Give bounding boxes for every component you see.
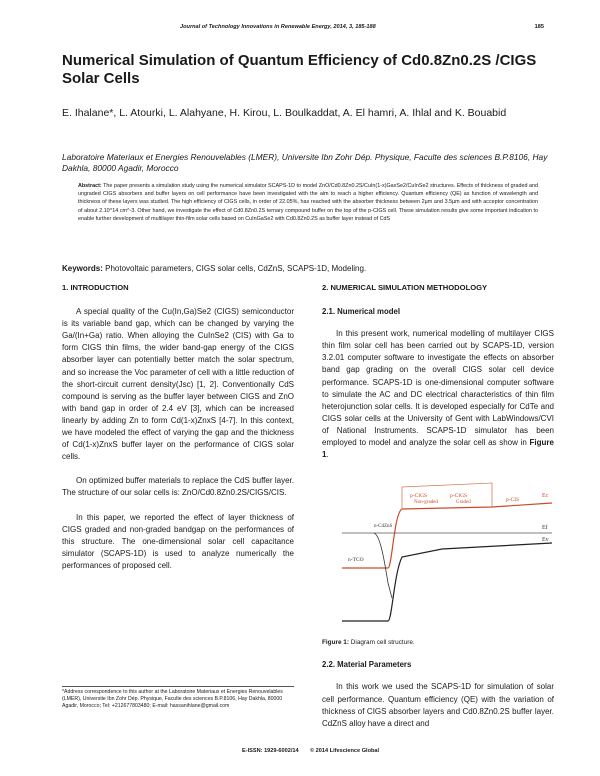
intro-paragraph: In this paper, we reported the effect of layer thickness of CIGS graded and non-graded bandgap on the performances of this structure. The one-dimensional solar cell capacitance simulator (SCAPS-1D) is used to analyze numerically the performances of proposed cell.	[62, 512, 294, 570]
figure-caption-label: Figure 1:	[322, 639, 349, 647]
keywords-text: Photovoltaic parameters, CIGS solar cells, CdZnS, SCAPS-1D, Modeling.	[105, 264, 367, 273]
left-column	[62, 282, 294, 584]
label-pcigs-graded: p-CIGS	[450, 493, 468, 500]
figure-reference: Figure 1	[322, 438, 554, 460]
intro-paragraph: A special quality of the Cu(In,Ga)Se2 (CIGS) semiconductor is its variable band gap, which can be changed by varying the Ga/(In+Ga) ratio. When alloying the CuInSe2 (CIS) with Ga to form CIGS thin films, the wider band-gap energy of the CIGS absorber layer can potentially better match the solar spectrum, and so increase the Voc parameter of cell with a little reduction of the short-circuit current density(Jsc) [1, 2]. Conventionally CdS compound is serving as the buffer layer between CIGS and ZnO with band gap in order of 2.4 eV [3], which can be increased linearly by adding Zn to form Cd(1-x)ZnxS [4-7]. In this context, we have modeled the effect of varying the gap and the thickness of Cd(1-x)ZnxS buffer layer on the performance of CIGS solar cells.	[62, 307, 294, 462]
label-ev: Ev	[542, 537, 549, 544]
figure-caption	[322, 637, 554, 649]
authors: E. Ihalane*, L. Atourki, L. Alahyane, H. Kirou, L. Boulkaddat, A. El hamri, A. Ihlal and K. Bouabid	[62, 107, 507, 119]
label-pcigs: p-CIGS	[410, 493, 428, 500]
intro-heading: 1. INTRODUCTION	[62, 283, 129, 292]
label-graded: Graded	[456, 500, 471, 506]
correspondence-footnote: *Address correspondence to this author at the Laboratoire Materiaux et Energies Renouvelables (LMER), Universite Ibn Zohr Dép. Physique, Faculte des sciences B.P.8106, Hay Dakhla, 80000 Agadir, Morocco; Tel: +212677803480; E-mail: hassanihlane@gmail.com	[62, 686, 294, 711]
keywords	[62, 264, 552, 273]
methodology-heading: 2. NUMERICAL SIMULATION METHODOLOGY	[322, 283, 488, 292]
band-diagram	[322, 473, 554, 633]
label-ef: Ef	[542, 525, 548, 532]
figure-background	[322, 473, 554, 633]
material-parameters-heading: 2.2. Material Parameters	[322, 660, 412, 670]
label-ec: Ec	[542, 493, 549, 500]
abstract	[78, 182, 538, 223]
intro-paragraph: On optimized buffer materials to replace the CdS buffer layer. The structure of our solar cells is: ZnO/Cd0.8Zn0.2S/CIGS/CIS.	[62, 476, 294, 498]
label-ntco: n-TCO	[348, 557, 364, 564]
keywords-label: Keywords:	[62, 264, 103, 273]
affiliation: Laboratoire Materiaux et Energies Renouvelables (LMER), Universite Ibn Zohr Dép. Physique, Faculte des sciences B.P.8106, Hay Dakhla, 80000 Agadir, Morocco	[62, 152, 548, 173]
abstract-label: Abstract:	[78, 183, 102, 189]
page-number: 185	[534, 24, 544, 30]
journal-header: Journal of Technology Innovations in Renewable Energy, 2014, 3, 185-188	[180, 24, 376, 30]
issn: E-ISSN: 1929-6002/14	[242, 748, 299, 754]
label-pcis: p-CIS	[506, 497, 520, 504]
paper-title: Numerical Simulation of Quantum Efficiency of Cd0.8Zn0.2S /CIGS Solar Cells	[62, 52, 537, 87]
band-diagram-figure	[322, 473, 554, 633]
material-parameters-paragraph: In this work we used the SCAPS-1D for simulation of solar cell performance. Quantum efficiency (QE) with the variation of thickness of CIGS absorber layers and Cd0.8Zn0.2S buffer layer. CdZnS alloy have a direct and	[322, 682, 554, 728]
label-nongraded: Non-graded	[414, 500, 438, 506]
right-column	[322, 282, 554, 742]
numerical-model-text: In this present work, numerical modelling of multilayer CIGS thin film solar cell has been carried out by SCAPS-1D, version 3.2.01 computer software to investigate the effects on absorber band gap grading on the overall CIGS solar cell device performance. SCAPS-1D is one-dimensional computer software to simulate the AC and DC electrical characteristics of thin film heterojunction solar cells. It is developed especially for CdTe and CIGS solar cells at the University of Gent with LabWindows/CVI of National Instruments. SCAPS-1D simulator has been employed to model and analyze the solar cell as show in	[322, 329, 554, 448]
numerical-model-paragraph	[322, 328, 554, 461]
abstract-text: The paper presents a simulation study using the numerical simulator SCAPS-1D to model ZnO/Cd0.8Zn0.2S/CuIn(1-x)GaxSe2/CuInSe2 structures. Effects of thickness of graded and ungraded CIGS absorbers and buffer layers on cell performance have been investigated with the aim to reach a higher efficiency. Quantum efficiency (QE) as function of wavelength and thickness of these layers was studied. The high efficiency of CIGS cells, in order of 22.05%, has reached with the absorber thickness between 2µm and 3.5µm and with acceptor concentration of about 2.10^14 cm^-3. Other hand, we investigate the effect of Cd0.8Zn0.2S ternary compound buffer on the top of the p-CIGS cell. These simulation results give some important indication to enable further development of multilayer thin-film solar cells based on CuInGaSe2 with Cd0.8Zn0.2S as buffer layer instead of CdS	[78, 183, 539, 222]
publisher: © 2014 Lifescience Global	[310, 748, 380, 754]
label-ncds: n-CdZnS	[374, 524, 393, 530]
figure-reference-end: .	[326, 450, 329, 460]
numerical-model-heading: 2.1. Numerical model	[322, 307, 400, 317]
figure-caption-text: Diagram cell structure.	[350, 639, 415, 647]
